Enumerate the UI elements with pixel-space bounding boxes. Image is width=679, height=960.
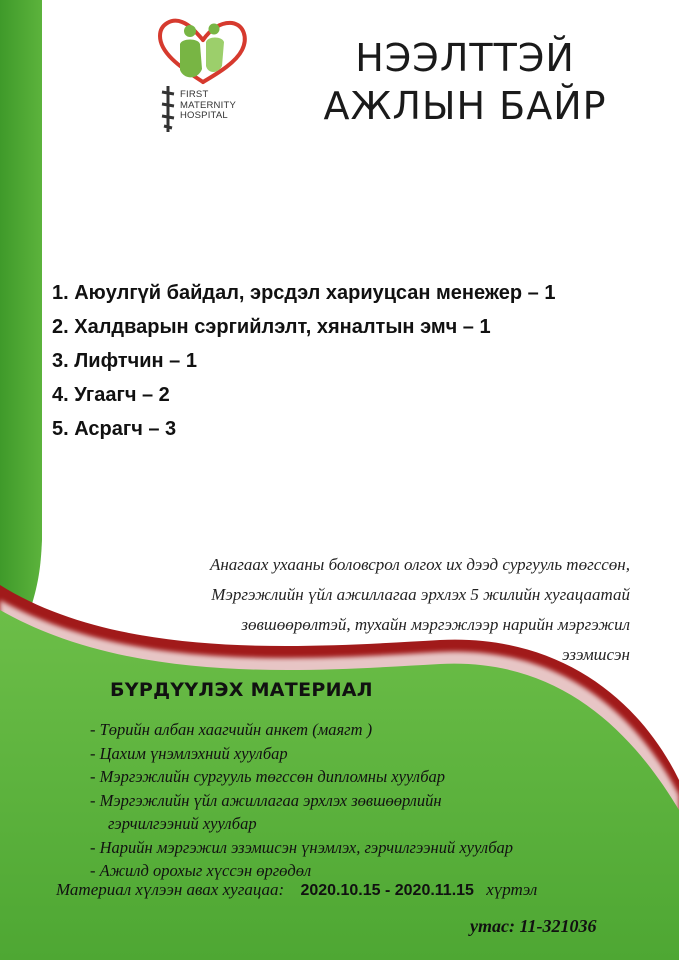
materials-title: БҮРДҮҮЛЭХ МАТЕРИАЛ (110, 679, 373, 701)
title-line-2: АЖЛЫН БАЙР (323, 84, 607, 128)
position-item: 5. Асрагч – 3 (52, 418, 177, 440)
requirement-line: Анагаах ухааны боловсрол олгох их дээд сургууль төгссөн, (209, 555, 630, 574)
position-item: 4. Угаагч – 2 (52, 384, 170, 406)
requirement-line: зөвшөөрөлтэй, тухайн мэргэжлээр нарийн мэргэжил (241, 615, 630, 634)
material-item: - Ажилд орохыг хүссэн өргөдөл (90, 861, 312, 880)
position-item: 1. Аюулгүй байдал, эрсдэл хариуцсан менежер – 1 (52, 282, 556, 304)
deadline-label: Материал хүлээн авах хугацаа: (56, 880, 285, 899)
positions-list (52, 280, 555, 450)
contact-phone: утас: 11-321036 (470, 916, 597, 936)
material-item: гэрчилгээний хуулбар (108, 814, 257, 833)
materials-list (90, 718, 513, 883)
deadline-dates: 2020.10.15 - 2020.11.15 (300, 882, 474, 899)
title-line-1: НЭЭЛТТЭЙ (355, 36, 575, 80)
page-title (300, 34, 630, 130)
deadline-until: хүртэл (486, 880, 538, 899)
deadline-line (56, 880, 537, 900)
position-item: 3. Лифтчин – 1 (52, 350, 197, 372)
requirement-line: Мэргэжлийн үйл ажиллагаа эрхлэх 5 жилийн хугацаатай (211, 585, 630, 604)
hospital-name: FIRST MATERNITY HOSPITAL (180, 89, 236, 121)
left-green-strip (0, 0, 42, 640)
material-item: - Мэргэжлийн сургууль төгссөн дипломны хуулбар (90, 767, 445, 786)
requirements-text (80, 550, 630, 670)
material-item: - Нарийн мэргэжил эзэмшсэн үнэмлэх, гэрчилгээний хуулбар (90, 837, 514, 857)
material-item: - Цахим үнэмлэхний хуулбар (90, 743, 288, 763)
position-item: 2. Халдварын сэргийлэлт, хяналтын эмч – 1 (52, 316, 491, 338)
material-item: - Төрийн албан хаагчийн анкет (маягт ) (90, 720, 373, 739)
requirement-line: эзэмшсэн (562, 645, 630, 664)
material-item: - Мэргэжлийн үйл ажиллагаа эрхлэх зөвшөөрлийн (90, 790, 442, 810)
